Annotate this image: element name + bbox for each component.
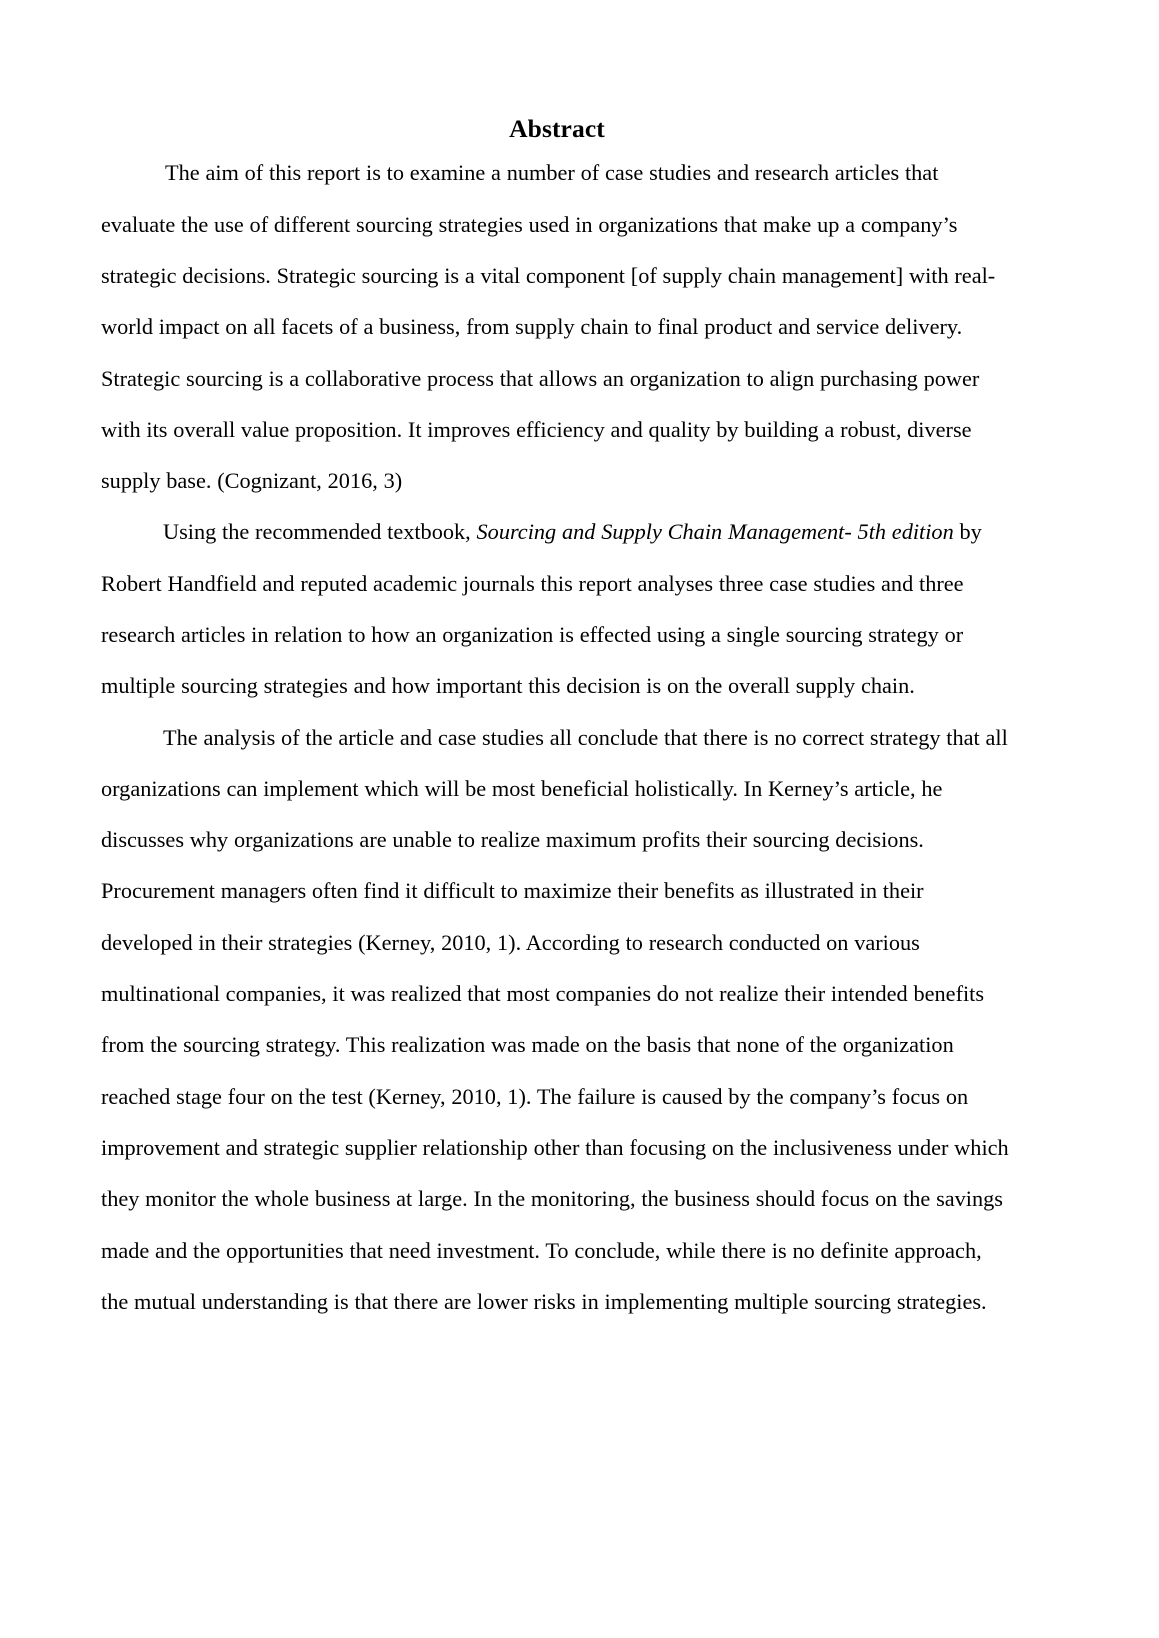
abstract-paragraph-2 <box>101 506 1013 711</box>
paragraph-3-text: The analysis of the article and case studies all conclude that there is no correct strategy that all organizations can implement which will be most beneficial holistically. In Kerney’s article, he discusses why organizations are unable to realize maximum profits their sourcing decisions. Procurement managers often find it difficult to maximize their benefits as illustrated in their developed in their strategies (Kerney, 2010, 1). According to research conducted on various multinational companies, it was realized that most companies do not realize their intended benefits from the sourcing strategy. This realization was made on the basis that none of the organization reached stage four on the test (Kerney, 2010, 1). The failure is caused by the company’s focus on improvement and strategic supplier relationship other than focusing on the inclusiveness under which they monitor the whole business at large. In the monitoring, the business should focus on the savings made and the opportunities that need investment. To conclude, while there is no definite approach, the mutual understanding is that there are lower risks in implementing multiple sourcing strategies. <box>101 724 1009 1314</box>
abstract-paragraph-1 <box>101 147 1013 506</box>
book-title-italic: Sourcing and Supply Chain Management- 5th edition <box>476 519 954 545</box>
page-title: Abstract <box>509 114 605 143</box>
paragraph-2-text-lead: Using the recommended textbook, <box>163 519 477 545</box>
paragraph-1-text: The aim of this report is to examine a number of case studies and research articles that evaluate the use of different sourcing strategies used in organizations that make up a company’s strategic decisions. Strategic sourcing is a vital component [of supply chain management] with real-world impact on all facets of a business, from supply chain to final product and service delivery. Strategic sourcing is a collaborative process that allows an organization to align purchasing power with its overall value proposition. It improves efficiency and quality by building a robust, diverse supply base. (Cognizant, 2016, 3) <box>101 160 996 494</box>
abstract-paragraph-3 <box>101 712 1013 1328</box>
paragraph-2-text-tail: by Robert Handfield and reputed academic journals this report analyses three case studies and three research articles in relation to how an organization is effected using a single sourcing strategy or multiple sourcing strategies and how important this decision is on the overall supply chain. <box>101 519 982 699</box>
page-content <box>101 114 1013 1327</box>
